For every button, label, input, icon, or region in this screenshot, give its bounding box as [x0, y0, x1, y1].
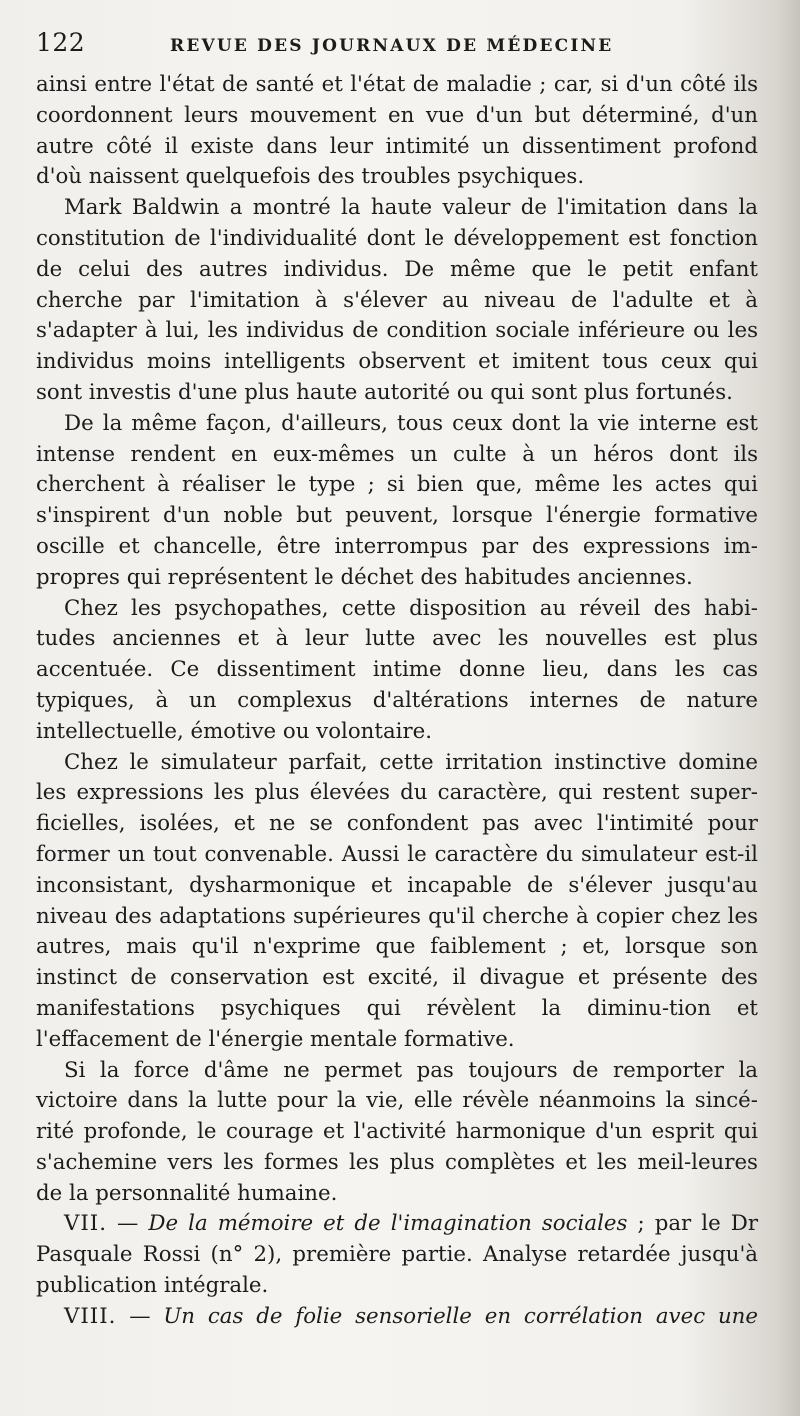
paragraph-1: ainsi entre l'état de santé et l'état de maladie ; car, si d'un côté ils coordonnent leurs mouvement en vue d'un but déterminé, d'un autre côté il existe dans leur intimité un dissentiment profond d'où naissent quelquefois des troubles psychiques. [36, 72, 758, 190]
entry-viii-dash: — [116, 1303, 164, 1329]
entry-viii-number: VIII. [64, 1303, 117, 1329]
paragraph-2: Mark Baldwin a montré la haute valeur de l'imitation dans la constitution de l'individualité dont le développement est fonction de celui des autres individus. De même que le petit enfant cherche par l'imitation à s'élever au niveau de l'adulte et à s'adapter à lui, les individus de condition sociale inférieure ou les individus moins intelligents observent et imitent tous ceux qui sont investis d'une plus haute autorité ou qui sont plus fortunés. [36, 195, 758, 405]
paragraph-5: Chez le simulateur parfait, cette irritation instinctive domine les expressions les plus élevées du caractère, qui restent super-ficielles, isolées, et ne se confondent pas avec l'intimité pour former un tout convenable. Aussi le caractère du simulateur est-il inconsistant, dysharmonique et incapable de s'élever jusqu'au niveau des adaptations supérieures qu'il cherche à copier chez les autres, mais qu'il n'exprime que faiblement ; et, lorsque son instinct de conservation est excité, il divague et présente des manifestations psychiques qui révèlent la diminu-tion et l'effacement de l'énergie mentale formative. [36, 749, 758, 1052]
entry-viii-title: Un cas de folie sensorielle en corrélation avec une [163, 1303, 758, 1329]
entry-vii-title: De la mémoire et de l'imagination sociales [148, 1211, 628, 1237]
page [36, 28, 758, 1333]
paragraph-6: Si la force d'âme ne permet pas toujours de remporter la victoire dans la lutte pour la vie, elle révèle néanmoins la sincé-rité profonde, le courage et l'activité harmonique d'un esprit qui s'achemine vers les formes les plus complètes et les meil-leures de la personnalité humaine. [36, 1057, 758, 1206]
paragraph-3: De la même façon, d'ailleurs, tous ceux dont la vie interne est intense rendent en eux-mêmes un culte à un héros dont ils cherchent à réaliser le type ; si bien que, même les actes qui s'inspirent d'un noble but peuvent, lorsque l'énergie formative oscille et chancelle, être interrompus par des expressions im-propres qui représentent le déchet des habitudes anciennes. [36, 410, 758, 590]
entry-vii-number: VII. [64, 1211, 107, 1237]
entry-vii-dash: — [106, 1211, 149, 1237]
running-head [36, 28, 758, 68]
entry-viii [36, 1302, 758, 1333]
entry-vii [36, 1209, 758, 1301]
page-number: 122 [36, 28, 86, 57]
journal-title: REVUE DES JOURNAUX DE MÉDECINE [170, 36, 614, 56]
article-body [36, 70, 758, 1333]
paragraph-4: Chez les psychopathes, cette disposition au réveil des habi-tudes anciennes et à leur lutte avec les nouvelles est plus accentuée. Ce dissentiment intime donne lieu, dans les cas typiques, à un complexus d'altérations internes de nature intellectuelle, émotive ou volontaire. [36, 595, 758, 744]
entry-vii-rest: ; par le Dr Pasquale Rossi (n° 2), première partie. Analyse retardée jusqu'à publication intégrale. [36, 1211, 759, 1299]
